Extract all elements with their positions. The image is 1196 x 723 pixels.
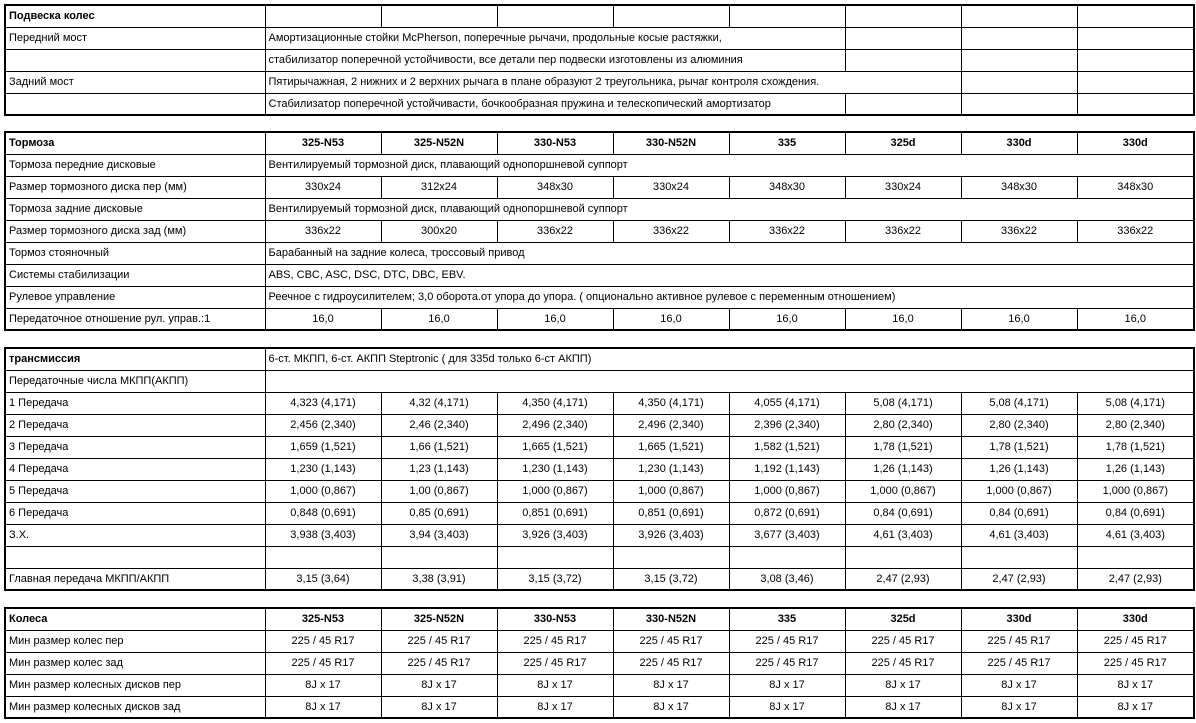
value-cell[interactable]: 0,85 (0,691) xyxy=(381,502,497,524)
row-text[interactable]: стабилизатор поперечной устойчивости, все детали пер подвески изготовлены из алюминия xyxy=(265,49,845,71)
value-cell[interactable]: 1,78 (1,521) xyxy=(961,436,1077,458)
value-cell[interactable]: 3,15 (3,64) xyxy=(265,568,381,590)
value-cell[interactable]: 330x24 xyxy=(845,176,961,198)
row-text[interactable]: Амортизационные стойки McPherson, поперечные рычачи, продольные косые растяжки, xyxy=(265,27,845,49)
value-cell[interactable]: 2,80 (2,340) xyxy=(961,414,1077,436)
value-cell[interactable]: 1,26 (1,143) xyxy=(1077,458,1194,480)
empty-cell[interactable] xyxy=(497,546,613,568)
model-header: 330-N52N xyxy=(613,132,729,154)
value-cell[interactable]: 8J x 17 xyxy=(381,674,497,696)
value-cell[interactable]: 2,47 (2,93) xyxy=(1077,568,1194,590)
row-label[interactable] xyxy=(5,93,265,115)
empty-cell[interactable] xyxy=(961,546,1077,568)
value-cell[interactable]: 8J x 17 xyxy=(961,696,1077,718)
table-row xyxy=(5,27,1194,49)
value-cell[interactable]: 348x30 xyxy=(729,176,845,198)
empty-cell[interactable] xyxy=(845,5,961,27)
empty-cell[interactable] xyxy=(5,546,265,568)
wheels-table xyxy=(4,607,1195,719)
value-cell[interactable]: 336x22 xyxy=(265,220,381,242)
value-cell[interactable]: 1,665 (1,521) xyxy=(497,436,613,458)
value-cell[interactable]: 348x30 xyxy=(497,176,613,198)
row-label[interactable]: 6 Передача xyxy=(5,502,265,524)
table-row xyxy=(5,49,1194,71)
model-header: 325-N52N xyxy=(381,608,497,630)
empty-cell[interactable] xyxy=(1077,49,1194,71)
table-row xyxy=(5,71,1194,93)
value-cell[interactable]: 2,456 (2,340) xyxy=(265,414,381,436)
table-row xyxy=(5,696,1194,718)
table-row xyxy=(5,674,1194,696)
value-cell[interactable]: 1,000 (0,867) xyxy=(1077,480,1194,502)
row-text[interactable]: Пятирычажная, 2 нижних и 2 верхних рычага в плане образуют 2 треугольника, рычаг контроля схождения. xyxy=(265,71,961,93)
empty-cell[interactable] xyxy=(381,546,497,568)
value-cell[interactable]: 4,055 (4,171) xyxy=(729,392,845,414)
table-row xyxy=(5,286,1194,308)
model-header: 325-N53 xyxy=(265,608,381,630)
value-cell[interactable]: 16,0 xyxy=(1077,308,1194,330)
value-cell[interactable]: 16,0 xyxy=(265,308,381,330)
value-cell[interactable]: 1,192 (1,143) xyxy=(729,458,845,480)
value-cell[interactable]: 8J x 17 xyxy=(497,696,613,718)
value-cell[interactable]: 4,61 (3,403) xyxy=(1077,524,1194,546)
value-cell[interactable]: 225 / 45 R17 xyxy=(961,652,1077,674)
value-cell[interactable]: 1,23 (1,143) xyxy=(381,458,497,480)
value-cell[interactable]: 336x22 xyxy=(613,220,729,242)
empty-cell[interactable] xyxy=(961,93,1077,115)
model-header: 330d xyxy=(961,132,1077,154)
empty-cell[interactable] xyxy=(1077,93,1194,115)
row-label[interactable]: З.Х. xyxy=(5,524,265,546)
section-title-wheels: Колеса xyxy=(5,608,265,630)
value-cell[interactable]: 225 / 45 R17 xyxy=(613,652,729,674)
row-label[interactable]: Тормоза передние дисковые xyxy=(5,154,265,176)
table-row xyxy=(5,242,1194,264)
value-cell[interactable]: 1,000 (0,867) xyxy=(613,480,729,502)
brakes-header-row xyxy=(5,132,1194,154)
transmission-header-row xyxy=(5,348,1194,370)
value-cell[interactable]: 0,84 (0,691) xyxy=(961,502,1077,524)
empty-cell[interactable] xyxy=(845,27,961,49)
row-label[interactable]: 5 Передача xyxy=(5,480,265,502)
value-cell[interactable]: 1,26 (1,143) xyxy=(961,458,1077,480)
empty-cell[interactable] xyxy=(961,71,1077,93)
value-cell[interactable]: 225 / 45 R17 xyxy=(845,630,961,652)
model-header: 330d xyxy=(961,608,1077,630)
model-header: 330d xyxy=(1077,132,1194,154)
row-text[interactable]: Вентилируемый тормозной диск, плавающий однопоршневой суппорт xyxy=(265,198,1194,220)
row-label[interactable]: Передаточные числа МКПП(АКПП) xyxy=(5,370,265,392)
value-cell[interactable]: 4,32 (4,171) xyxy=(381,392,497,414)
value-cell[interactable]: 330x24 xyxy=(265,176,381,198)
row-label[interactable]: 2 Передача xyxy=(5,414,265,436)
value-cell[interactable]: 336x22 xyxy=(845,220,961,242)
gear-row xyxy=(5,458,1194,480)
value-cell[interactable]: 225 / 45 R17 xyxy=(265,652,381,674)
value-cell[interactable]: 5,08 (4,171) xyxy=(961,392,1077,414)
value-cell[interactable]: 0,84 (0,691) xyxy=(1077,502,1194,524)
value-cell[interactable]: 1,230 (1,143) xyxy=(497,458,613,480)
empty-cell[interactable] xyxy=(1077,71,1194,93)
empty-cell[interactable] xyxy=(961,27,1077,49)
row-label[interactable]: Размер тормозного диска пер (мм) xyxy=(5,176,265,198)
final-drive-row xyxy=(5,568,1194,590)
table-row xyxy=(5,370,1194,392)
value-cell[interactable]: 1,000 (0,867) xyxy=(497,480,613,502)
value-cell[interactable]: 8J x 17 xyxy=(265,674,381,696)
row-label[interactable]: 3 Передача xyxy=(5,436,265,458)
section-title-transmission: трансмиссия xyxy=(5,348,265,370)
value-cell[interactable]: 348x30 xyxy=(961,176,1077,198)
empty-cell[interactable] xyxy=(845,546,961,568)
empty-cell[interactable] xyxy=(1077,5,1194,27)
value-cell[interactable]: 225 / 45 R17 xyxy=(1077,630,1194,652)
value-cell[interactable]: 300x20 xyxy=(381,220,497,242)
model-header: 325d xyxy=(845,608,961,630)
value-cell[interactable]: 2,46 (2,340) xyxy=(381,414,497,436)
value-cell[interactable]: 8J x 17 xyxy=(845,674,961,696)
value-cell[interactable]: 0,851 (0,691) xyxy=(613,502,729,524)
value-cell[interactable]: 225 / 45 R17 xyxy=(265,630,381,652)
table-row xyxy=(5,176,1194,198)
row-label[interactable]: Рулевое управление xyxy=(5,286,265,308)
empty-cell[interactable] xyxy=(1077,27,1194,49)
model-header: 335 xyxy=(729,608,845,630)
empty-cell[interactable] xyxy=(613,546,729,568)
value-cell[interactable]: 8J x 17 xyxy=(497,674,613,696)
gear-row xyxy=(5,524,1194,546)
row-label[interactable]: Передний мост xyxy=(5,27,265,49)
value-cell[interactable]: 16,0 xyxy=(961,308,1077,330)
value-cell[interactable]: 225 / 45 R17 xyxy=(381,652,497,674)
row-text[interactable]: Стабилизатор поперечной устойчивасти, бочкообразная пружина и телескопический амортизатор xyxy=(265,93,845,115)
value-cell[interactable]: 336x22 xyxy=(961,220,1077,242)
value-cell[interactable]: 5,08 (4,171) xyxy=(845,392,961,414)
row-label[interactable]: Размер тормозного диска зад (мм) xyxy=(5,220,265,242)
value-cell[interactable]: 2,80 (2,340) xyxy=(1077,414,1194,436)
value-cell[interactable]: 8J x 17 xyxy=(729,674,845,696)
value-cell[interactable]: 5,08 (4,171) xyxy=(1077,392,1194,414)
value-cell[interactable]: 1,78 (1,521) xyxy=(1077,436,1194,458)
value-cell[interactable]: 16,0 xyxy=(497,308,613,330)
value-cell[interactable]: 1,000 (0,867) xyxy=(845,480,961,502)
value-cell[interactable]: 330x24 xyxy=(613,176,729,198)
table-row xyxy=(5,308,1194,330)
row-text[interactable]: Реечное с гидроусилителем; 3,0 оборота.от упора до упора. ( опционально активное рулевое с переменным отношением) xyxy=(265,286,1194,308)
value-cell[interactable]: 8J x 17 xyxy=(961,674,1077,696)
model-header: 330-N52N xyxy=(613,608,729,630)
value-cell[interactable]: 1,230 (1,143) xyxy=(265,458,381,480)
model-header: 330-N53 xyxy=(497,608,613,630)
section-title-suspension: Подвеска колес xyxy=(5,5,265,27)
row-label[interactable]: 1 Передача xyxy=(5,392,265,414)
value-cell[interactable]: 8J x 17 xyxy=(381,696,497,718)
table-row xyxy=(5,154,1194,176)
suspension-table xyxy=(4,4,1195,116)
value-cell[interactable]: 16,0 xyxy=(381,308,497,330)
row-label[interactable]: Тормоз стояночный xyxy=(5,242,265,264)
value-cell[interactable]: 3,94 (3,403) xyxy=(381,524,497,546)
value-cell[interactable]: 225 / 45 R17 xyxy=(1077,652,1194,674)
value-cell[interactable]: 8J x 17 xyxy=(845,696,961,718)
value-cell[interactable]: 0,851 (0,691) xyxy=(497,502,613,524)
spacer-row xyxy=(5,546,1194,568)
value-cell[interactable]: 3,938 (3,403) xyxy=(265,524,381,546)
value-cell[interactable]: 3,926 (3,403) xyxy=(497,524,613,546)
value-cell[interactable]: 3,677 (3,403) xyxy=(729,524,845,546)
value-cell[interactable]: 16,0 xyxy=(729,308,845,330)
row-text[interactable]: Вентилируемый тормозной диск, плавающий однопоршневой суппорт xyxy=(265,154,1194,176)
empty-cell[interactable] xyxy=(497,5,613,27)
model-header: 335 xyxy=(729,132,845,154)
table-row xyxy=(5,652,1194,674)
value-cell[interactable]: 225 / 45 R17 xyxy=(497,652,613,674)
empty-cell[interactable] xyxy=(381,5,497,27)
value-cell[interactable]: 1,000 (0,867) xyxy=(265,480,381,502)
value-cell[interactable]: 348x30 xyxy=(1077,176,1194,198)
row-label[interactable]: Мин размер колес зад xyxy=(5,652,265,674)
value-cell[interactable]: 225 / 45 R17 xyxy=(613,630,729,652)
value-cell[interactable]: 225 / 45 R17 xyxy=(497,630,613,652)
value-cell[interactable]: 3,38 (3,91) xyxy=(381,568,497,590)
value-cell[interactable]: 1,78 (1,521) xyxy=(845,436,961,458)
transmission-note[interactable]: 6-ст. МКПП, 6-ст. АКПП Steptronic ( для 335d только 6-ст АКПП) xyxy=(265,348,1194,370)
value-cell[interactable]: 2,496 (2,340) xyxy=(613,414,729,436)
gear-row xyxy=(5,436,1194,458)
row-label[interactable] xyxy=(5,49,265,71)
value-cell[interactable]: 8J x 17 xyxy=(613,674,729,696)
empty-cell[interactable] xyxy=(729,5,845,27)
model-header: 330-N53 xyxy=(497,132,613,154)
model-header: 330d xyxy=(1077,608,1194,630)
table-row xyxy=(5,198,1194,220)
empty-cell[interactable] xyxy=(1077,546,1194,568)
value-cell[interactable]: 2,496 (2,340) xyxy=(497,414,613,436)
empty-cell[interactable] xyxy=(845,93,961,115)
value-cell[interactable]: 1,000 (0,867) xyxy=(729,480,845,502)
value-cell[interactable]: 1,000 (0,867) xyxy=(961,480,1077,502)
value-cell[interactable]: 225 / 45 R17 xyxy=(845,652,961,674)
value-cell[interactable]: 0,872 (0,691) xyxy=(729,502,845,524)
value-cell[interactable]: 1,230 (1,143) xyxy=(613,458,729,480)
value-cell[interactable]: 3,15 (3,72) xyxy=(613,568,729,590)
row-label[interactable]: Мин размер колесных дисков пер xyxy=(5,674,265,696)
value-cell[interactable]: 16,0 xyxy=(613,308,729,330)
table-row xyxy=(5,220,1194,242)
value-cell[interactable]: 16,0 xyxy=(845,308,961,330)
empty-cell[interactable] xyxy=(265,370,1194,392)
value-cell[interactable]: 2,47 (2,93) xyxy=(961,568,1077,590)
value-cell[interactable]: 4,323 (4,171) xyxy=(265,392,381,414)
suspension-header-row xyxy=(5,5,1194,27)
value-cell[interactable]: 336x22 xyxy=(729,220,845,242)
empty-cell[interactable] xyxy=(961,5,1077,27)
gear-row xyxy=(5,480,1194,502)
value-cell[interactable]: 1,659 (1,521) xyxy=(265,436,381,458)
value-cell[interactable]: 312x24 xyxy=(381,176,497,198)
value-cell[interactable]: 336x22 xyxy=(1077,220,1194,242)
value-cell[interactable]: 8J x 17 xyxy=(729,696,845,718)
value-cell[interactable]: 0,848 (0,691) xyxy=(265,502,381,524)
row-text[interactable]: Барабанный на задние колеса, троссовый привод xyxy=(265,242,1194,264)
value-cell[interactable]: 1,26 (1,143) xyxy=(845,458,961,480)
model-header: 325-N53 xyxy=(265,132,381,154)
model-header: 325-N52N xyxy=(381,132,497,154)
value-cell[interactable]: 225 / 45 R17 xyxy=(961,630,1077,652)
empty-cell[interactable] xyxy=(265,5,381,27)
value-cell[interactable]: 3,15 (3,72) xyxy=(497,568,613,590)
row-label[interactable]: Главная передача МКПП/АКПП xyxy=(5,568,265,590)
row-label[interactable]: 4 Передача xyxy=(5,458,265,480)
table-row xyxy=(5,264,1194,286)
empty-cell[interactable] xyxy=(961,49,1077,71)
row-label[interactable]: Мин размер колес пер xyxy=(5,630,265,652)
section-title-brakes: Тормоза xyxy=(5,132,265,154)
gear-row xyxy=(5,392,1194,414)
value-cell[interactable]: 8J x 17 xyxy=(265,696,381,718)
row-label[interactable]: Мин размер колесных дисков зад xyxy=(5,696,265,718)
table-row xyxy=(5,630,1194,652)
value-cell[interactable]: 225 / 45 R17 xyxy=(381,630,497,652)
value-cell[interactable]: 4,61 (3,403) xyxy=(845,524,961,546)
value-cell[interactable]: 3,08 (3,46) xyxy=(729,568,845,590)
value-cell[interactable]: 4,350 (4,171) xyxy=(613,392,729,414)
value-cell[interactable]: 2,47 (2,93) xyxy=(845,568,961,590)
value-cell[interactable]: 1,582 (1,521) xyxy=(729,436,845,458)
value-cell[interactable]: 0,84 (0,691) xyxy=(845,502,961,524)
value-cell[interactable]: 8J x 17 xyxy=(613,696,729,718)
row-label[interactable]: Тормоза задние дисковые xyxy=(5,198,265,220)
table-row xyxy=(5,93,1194,115)
value-cell[interactable]: 8J x 17 xyxy=(1077,696,1194,718)
value-cell[interactable]: 3,926 (3,403) xyxy=(613,524,729,546)
row-label[interactable]: Системы стабилизации xyxy=(5,264,265,286)
value-cell[interactable]: 2,80 (2,340) xyxy=(845,414,961,436)
value-cell[interactable]: 2,396 (2,340) xyxy=(729,414,845,436)
gear-row xyxy=(5,414,1194,436)
transmission-table xyxy=(4,347,1195,591)
model-header: 325d xyxy=(845,132,961,154)
row-label[interactable]: Передаточное отношение рул. управ.:1 xyxy=(5,308,265,330)
empty-cell[interactable] xyxy=(613,5,729,27)
wheels-header-row xyxy=(5,608,1194,630)
row-label[interactable]: Задний мост xyxy=(5,71,265,93)
value-cell[interactable]: 1,665 (1,521) xyxy=(613,436,729,458)
value-cell[interactable]: 336x22 xyxy=(497,220,613,242)
value-cell[interactable]: 4,61 (3,403) xyxy=(961,524,1077,546)
empty-cell[interactable] xyxy=(729,546,845,568)
gear-row xyxy=(5,502,1194,524)
value-cell[interactable]: 8J x 17 xyxy=(1077,674,1194,696)
value-cell[interactable]: 4,350 (4,171) xyxy=(497,392,613,414)
empty-cell[interactable] xyxy=(845,49,961,71)
value-cell[interactable]: 1,66 (1,521) xyxy=(381,436,497,458)
value-cell[interactable]: 225 / 45 R17 xyxy=(729,652,845,674)
value-cell[interactable]: 1,00 (0,867) xyxy=(381,480,497,502)
empty-cell[interactable] xyxy=(265,546,381,568)
value-cell[interactable]: 225 / 45 R17 xyxy=(729,630,845,652)
brakes-table xyxy=(4,131,1195,331)
row-text[interactable]: ABS, CBC, ASC, DSC, DTC, DBC, EBV. xyxy=(265,264,1194,286)
